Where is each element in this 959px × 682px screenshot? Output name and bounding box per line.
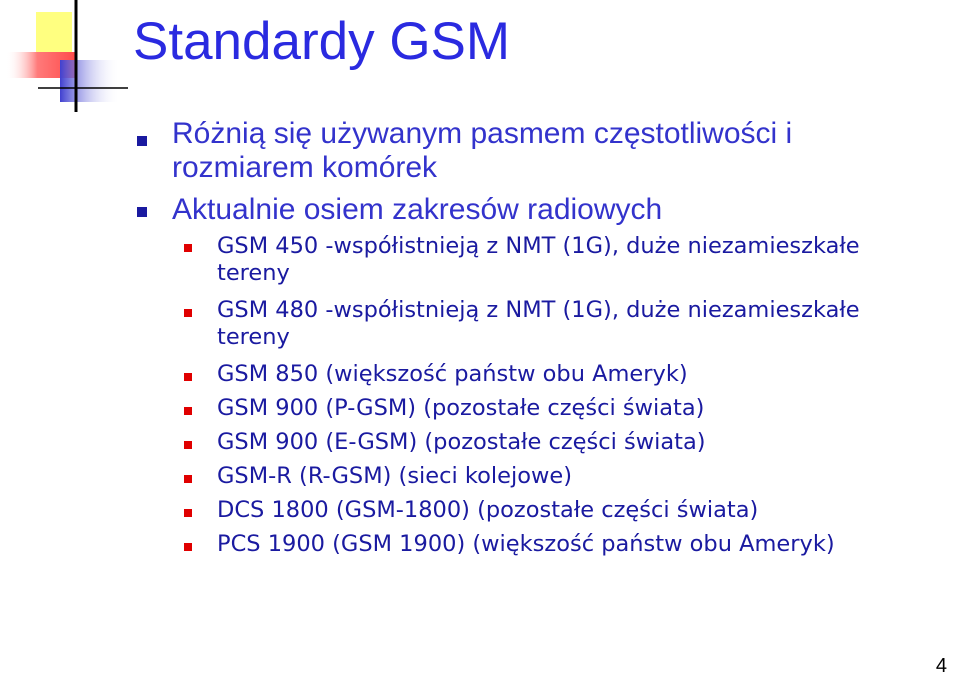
- subbullet-7-line-1: DCS 1800 (GSM-1800) (pozostałe części świata): [217, 497, 759, 523]
- bullet-square-icon: [137, 136, 147, 146]
- bullet-1-line-2: rozmiarem komórek: [172, 151, 438, 184]
- subbullet-square-icon: [184, 475, 192, 483]
- subbullet-square-icon: [184, 244, 192, 252]
- subbullet-3-line-1: GSM 850 (większość państw obu Ameryk): [217, 361, 688, 387]
- subbullet-square-icon: [184, 373, 192, 381]
- bullet-1-line-1: Różnią się używanym pasmem częstotliwości i: [172, 117, 793, 150]
- subbullet-square-icon: [184, 407, 192, 415]
- bullet-2-line-1: Aktualnie osiem zakresów radiowych: [172, 193, 663, 226]
- subbullet-1-line-1: GSM 450 -współistnieją z NMT (1G), duże niezamieszkałe: [217, 233, 860, 259]
- decor-yellow-square: [36, 12, 72, 58]
- subbullet-6-line-1: GSM-R (R-GSM) (sieci kolejowe): [217, 463, 573, 489]
- subbullet-8-line-1: PCS 1900 (GSM 1900) (większość państw obu Ameryk): [217, 531, 835, 557]
- bullet-square-icon: [137, 207, 147, 217]
- slide-title: Standardy GSM: [133, 12, 511, 71]
- decor-blue-square: [60, 60, 120, 102]
- subbullet-square-icon: [184, 309, 192, 317]
- subbullet-1-line-2: tereny: [217, 260, 290, 286]
- subbullet-5-line-1: GSM 900 (E-GSM) (pozostałe części świata): [217, 429, 706, 455]
- subbullet-2-line-1: GSM 480 -współistnieją z NMT (1G), duże niezamieszkałe: [217, 297, 860, 323]
- subbullet-4-line-1: GSM 900 (P-GSM) (pozostałe części świata): [217, 395, 705, 421]
- subbullet-2-line-2: tereny: [217, 324, 290, 350]
- corner-decoration: [0, 0, 140, 120]
- subbullet-square-icon: [184, 441, 192, 449]
- subbullet-square-icon: [184, 543, 192, 551]
- subbullet-square-icon: [184, 509, 192, 517]
- page-number: 4: [935, 655, 947, 677]
